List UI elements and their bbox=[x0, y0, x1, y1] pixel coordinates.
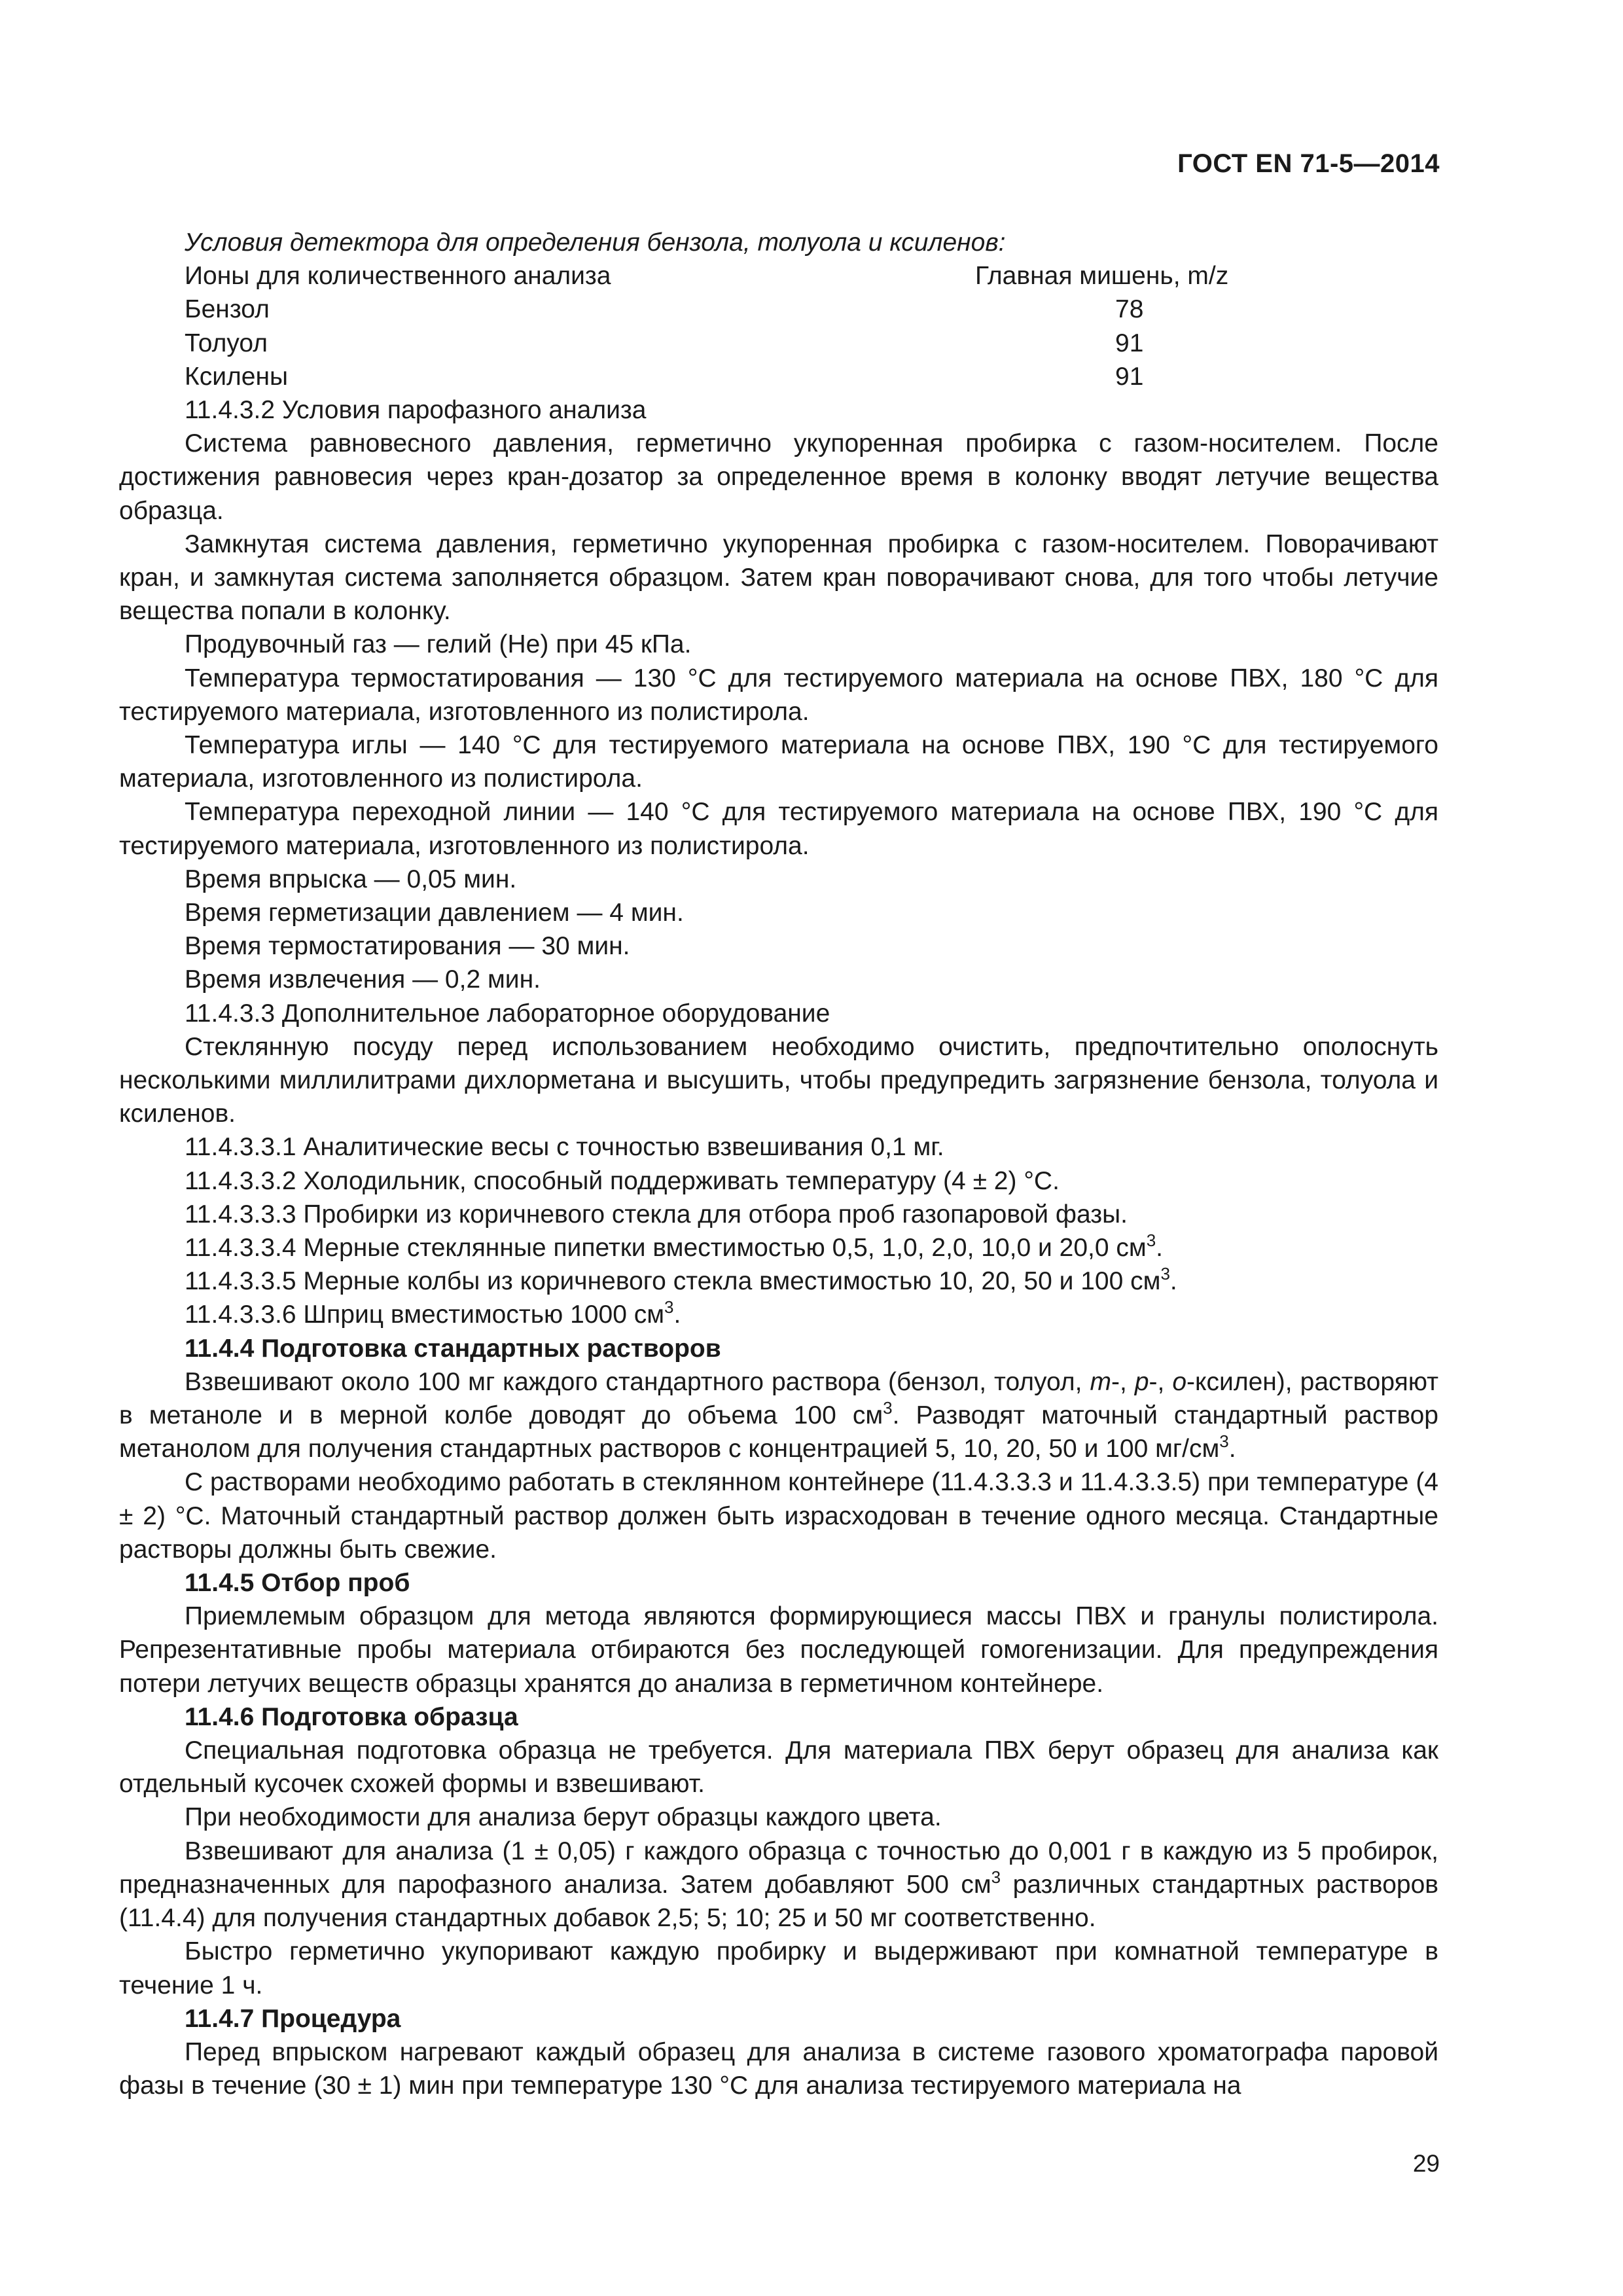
paragraph: Температура переходной линии — 140 °С для тестируемого материала на основе ПВХ, 190 °С для тестируемого материала, изготовленного из полистирола. bbox=[119, 798, 1438, 860]
superscript: 3 bbox=[664, 1297, 674, 1318]
text-run: -, bbox=[1149, 1367, 1173, 1396]
superscript: 3 bbox=[1146, 1230, 1156, 1251]
text-run: . bbox=[1228, 1435, 1236, 1463]
detector-row bbox=[119, 360, 1438, 393]
detector-row bbox=[119, 293, 1438, 326]
paragraph: Продувочный газ — гелий (He) при 45 кПа. bbox=[185, 630, 692, 659]
text-run: различных стандартных растворов (11.4.4) для получения стандартных добавок 2,5; 5; 10; 25 и 50 мг соответственно. bbox=[119, 1870, 1438, 1933]
paragraph: Время извлечения — 0,2 мин. bbox=[185, 965, 541, 994]
section-heading-11-4-6: 11.4.6 Подготовка образца bbox=[185, 1702, 518, 1731]
section-heading-11-4-7: 11.4.7 Процедура bbox=[185, 2004, 401, 2033]
list-item bbox=[119, 1265, 1438, 1298]
section-heading-11-4-3-2: 11.4.3.2 Условия парофазного анализа bbox=[185, 395, 647, 424]
list-item: 11.4.3.3.3 Пробирки из коричневого стекла для отбора проб газопаровой фазы. bbox=[185, 1200, 1128, 1229]
paragraph: Время впрыска — 0,05 мин. bbox=[185, 865, 517, 893]
paragraph: Температура термостатирования — 130 °С для тестируемого материала на основе ПВХ, 180 °С для тестируемого материала, изготовленного из полистирола. bbox=[119, 664, 1438, 726]
section-heading-11-4-5: 11.4.5 Отбор проб bbox=[185, 1569, 410, 1598]
italic-p: p bbox=[1134, 1367, 1149, 1396]
paragraph: Стеклянную посуду перед использованием необходимо очистить, предпочтительно ополоснуть несколькими миллилитрами дихлорметана и высушить, чтобы предупредить загрязнение бензола, толуола и ксиленов. bbox=[119, 1032, 1438, 1128]
paragraph: Специальная подготовка образца не требуется. Для материала ПВХ берут образец для анализа как отдельный кусочек схожей формы и взвешивают. bbox=[119, 1736, 1438, 1799]
paragraph: Перед впрыском нагревают каждый образец для анализа в системе газового хроматографа паровой фазы в течение (30 ± 1) мин при температуре 130 °С для анализа тестируемого материала на bbox=[119, 2037, 1438, 2100]
detector-table-header bbox=[119, 259, 1438, 293]
text-run: -, bbox=[1111, 1367, 1135, 1396]
text-run: Взвешивают около 100 мг каждого стандартного раствора (бензол, толуол, bbox=[185, 1367, 1090, 1396]
list-item-end: . bbox=[673, 1300, 681, 1329]
list-item-end: . bbox=[1169, 1267, 1177, 1296]
list-item-end: . bbox=[1156, 1234, 1163, 1263]
detector-row-name: Ксилены bbox=[185, 362, 289, 391]
detector-row-value: 78 bbox=[1115, 295, 1144, 324]
paragraph: Время герметизации давлением — 4 мин. bbox=[185, 899, 684, 927]
section-heading-11-4-4: 11.4.4 Подготовка стандартных растворов bbox=[185, 1334, 721, 1363]
section-heading-11-4-3-3: 11.4.3.3 Дополнительное лабораторное оборудование bbox=[185, 999, 830, 1028]
superscript: 3 bbox=[991, 1867, 1001, 1887]
detector-col1-header: Ионы для количественного анализа bbox=[185, 262, 611, 291]
italic-o: o bbox=[1172, 1367, 1187, 1396]
list-item: 11.4.3.3.2 Холодильник, способный поддерживать температуру (4 ± 2) °С. bbox=[185, 1166, 1060, 1195]
paragraph: Приемлемым образцом для метода являются формирующиеся массы ПВХ и гранулы полистирола. Репрезентативные пробы материала отбираются без последующей гомогенизации. Для предупреждения потери летучих веществ образцы хранятся до анализа в герметичном контейнере. bbox=[119, 1602, 1438, 1698]
detector-row-name: Бензол bbox=[185, 295, 270, 324]
paragraph: С растворами необходимо работать в стеклянном контейнере (11.4.3.3.3 и 11.4.3.3.5) при температуре (4 ± 2) °С. Маточный стандартный раствор должен быть израсходован в течение одного месяца. Стандартные растворы должны быть свежие. bbox=[119, 1468, 1438, 1564]
detector-row-name: Толуол bbox=[185, 329, 268, 357]
paragraph: Температура иглы — 140 °С для тестируемого материала на основе ПВХ, 190 °С для тестируемого материала, изготовленного из полистирола. bbox=[119, 730, 1438, 793]
document-header: ГОСТ EN 71-5—2014 bbox=[1177, 149, 1440, 178]
text-run: -ксилен), растворяют в метаноле и в мерной колбе доводят до объема 100 см bbox=[119, 1367, 1438, 1430]
list-item-text: 11.4.3.3.5 Мерные колбы из коричневого стекла вместимостью 10, 20, 50 и 100 см bbox=[185, 1267, 1161, 1296]
paragraph: Замкнутая система давления, герметично укупоренная пробирка с газом-носителем. Поворачивают кран, и замкнутая система заполняется образцом. Затем кран поворачивают снова, для того чтобы летучие вещества попали в колонку. bbox=[119, 529, 1438, 626]
detector-row-value: 91 bbox=[1115, 329, 1144, 357]
paragraph: Быстро герметично укупоривают каждую пробирку и выдерживают при комнатной температуре в течение 1 ч. bbox=[119, 1937, 1438, 2000]
page-number: 29 bbox=[1412, 2150, 1440, 2177]
list-item: 11.4.3.3.1 Аналитические весы с точностью взвешивания 0,1 мг. bbox=[185, 1133, 944, 1162]
list-item-text: 11.4.3.3.6 Шприц вместимостью 1000 см bbox=[185, 1300, 665, 1329]
paragraph bbox=[119, 1365, 1438, 1466]
paragraph: Система равновесного давления, герметично укупоренная пробирка с газом-носителем. После достижения равновесия через кран-дозатор за определенное время в колонку вводят летучие вещества образца. bbox=[119, 429, 1438, 525]
superscript: 3 bbox=[1219, 1431, 1229, 1452]
paragraph: При необходимости для анализа берут образцы каждого цвета. bbox=[185, 1803, 942, 1832]
superscript: 3 bbox=[1160, 1264, 1170, 1284]
superscript: 3 bbox=[883, 1398, 893, 1418]
text-run: . Разводят маточный стандартный раствор метанолом для получения стандартных растворов с концентрацией 5, 10, 20, 50 и 100 мг/см bbox=[119, 1401, 1438, 1463]
document-body bbox=[119, 226, 1438, 2102]
paragraph bbox=[119, 1835, 1438, 1935]
text-run: Взвешивают для анализа (1 ± 0,05) г каждого образца с точностью до 0,001 г в каждую из 5 пробирок, предназначенных для парофазного анализа. Затем добавляют 500 см bbox=[119, 1837, 1438, 1899]
detector-row bbox=[119, 327, 1438, 360]
detector-caption: Условия детектора для определения бензола, толуола и ксиленов: bbox=[185, 228, 1006, 257]
list-item bbox=[119, 1231, 1438, 1265]
list-item bbox=[119, 1298, 1438, 1331]
detector-col2-header: Главная мишень, m/z bbox=[975, 262, 1229, 291]
paragraph: Время термостатирования — 30 мин. bbox=[185, 932, 630, 961]
italic-m: m bbox=[1090, 1367, 1111, 1396]
list-item-text: 11.4.3.3.4 Мерные стеклянные пипетки вместимостью 0,5, 1,0, 2,0, 10,0 и 20,0 см bbox=[185, 1234, 1147, 1263]
detector-row-value: 91 bbox=[1115, 362, 1144, 391]
